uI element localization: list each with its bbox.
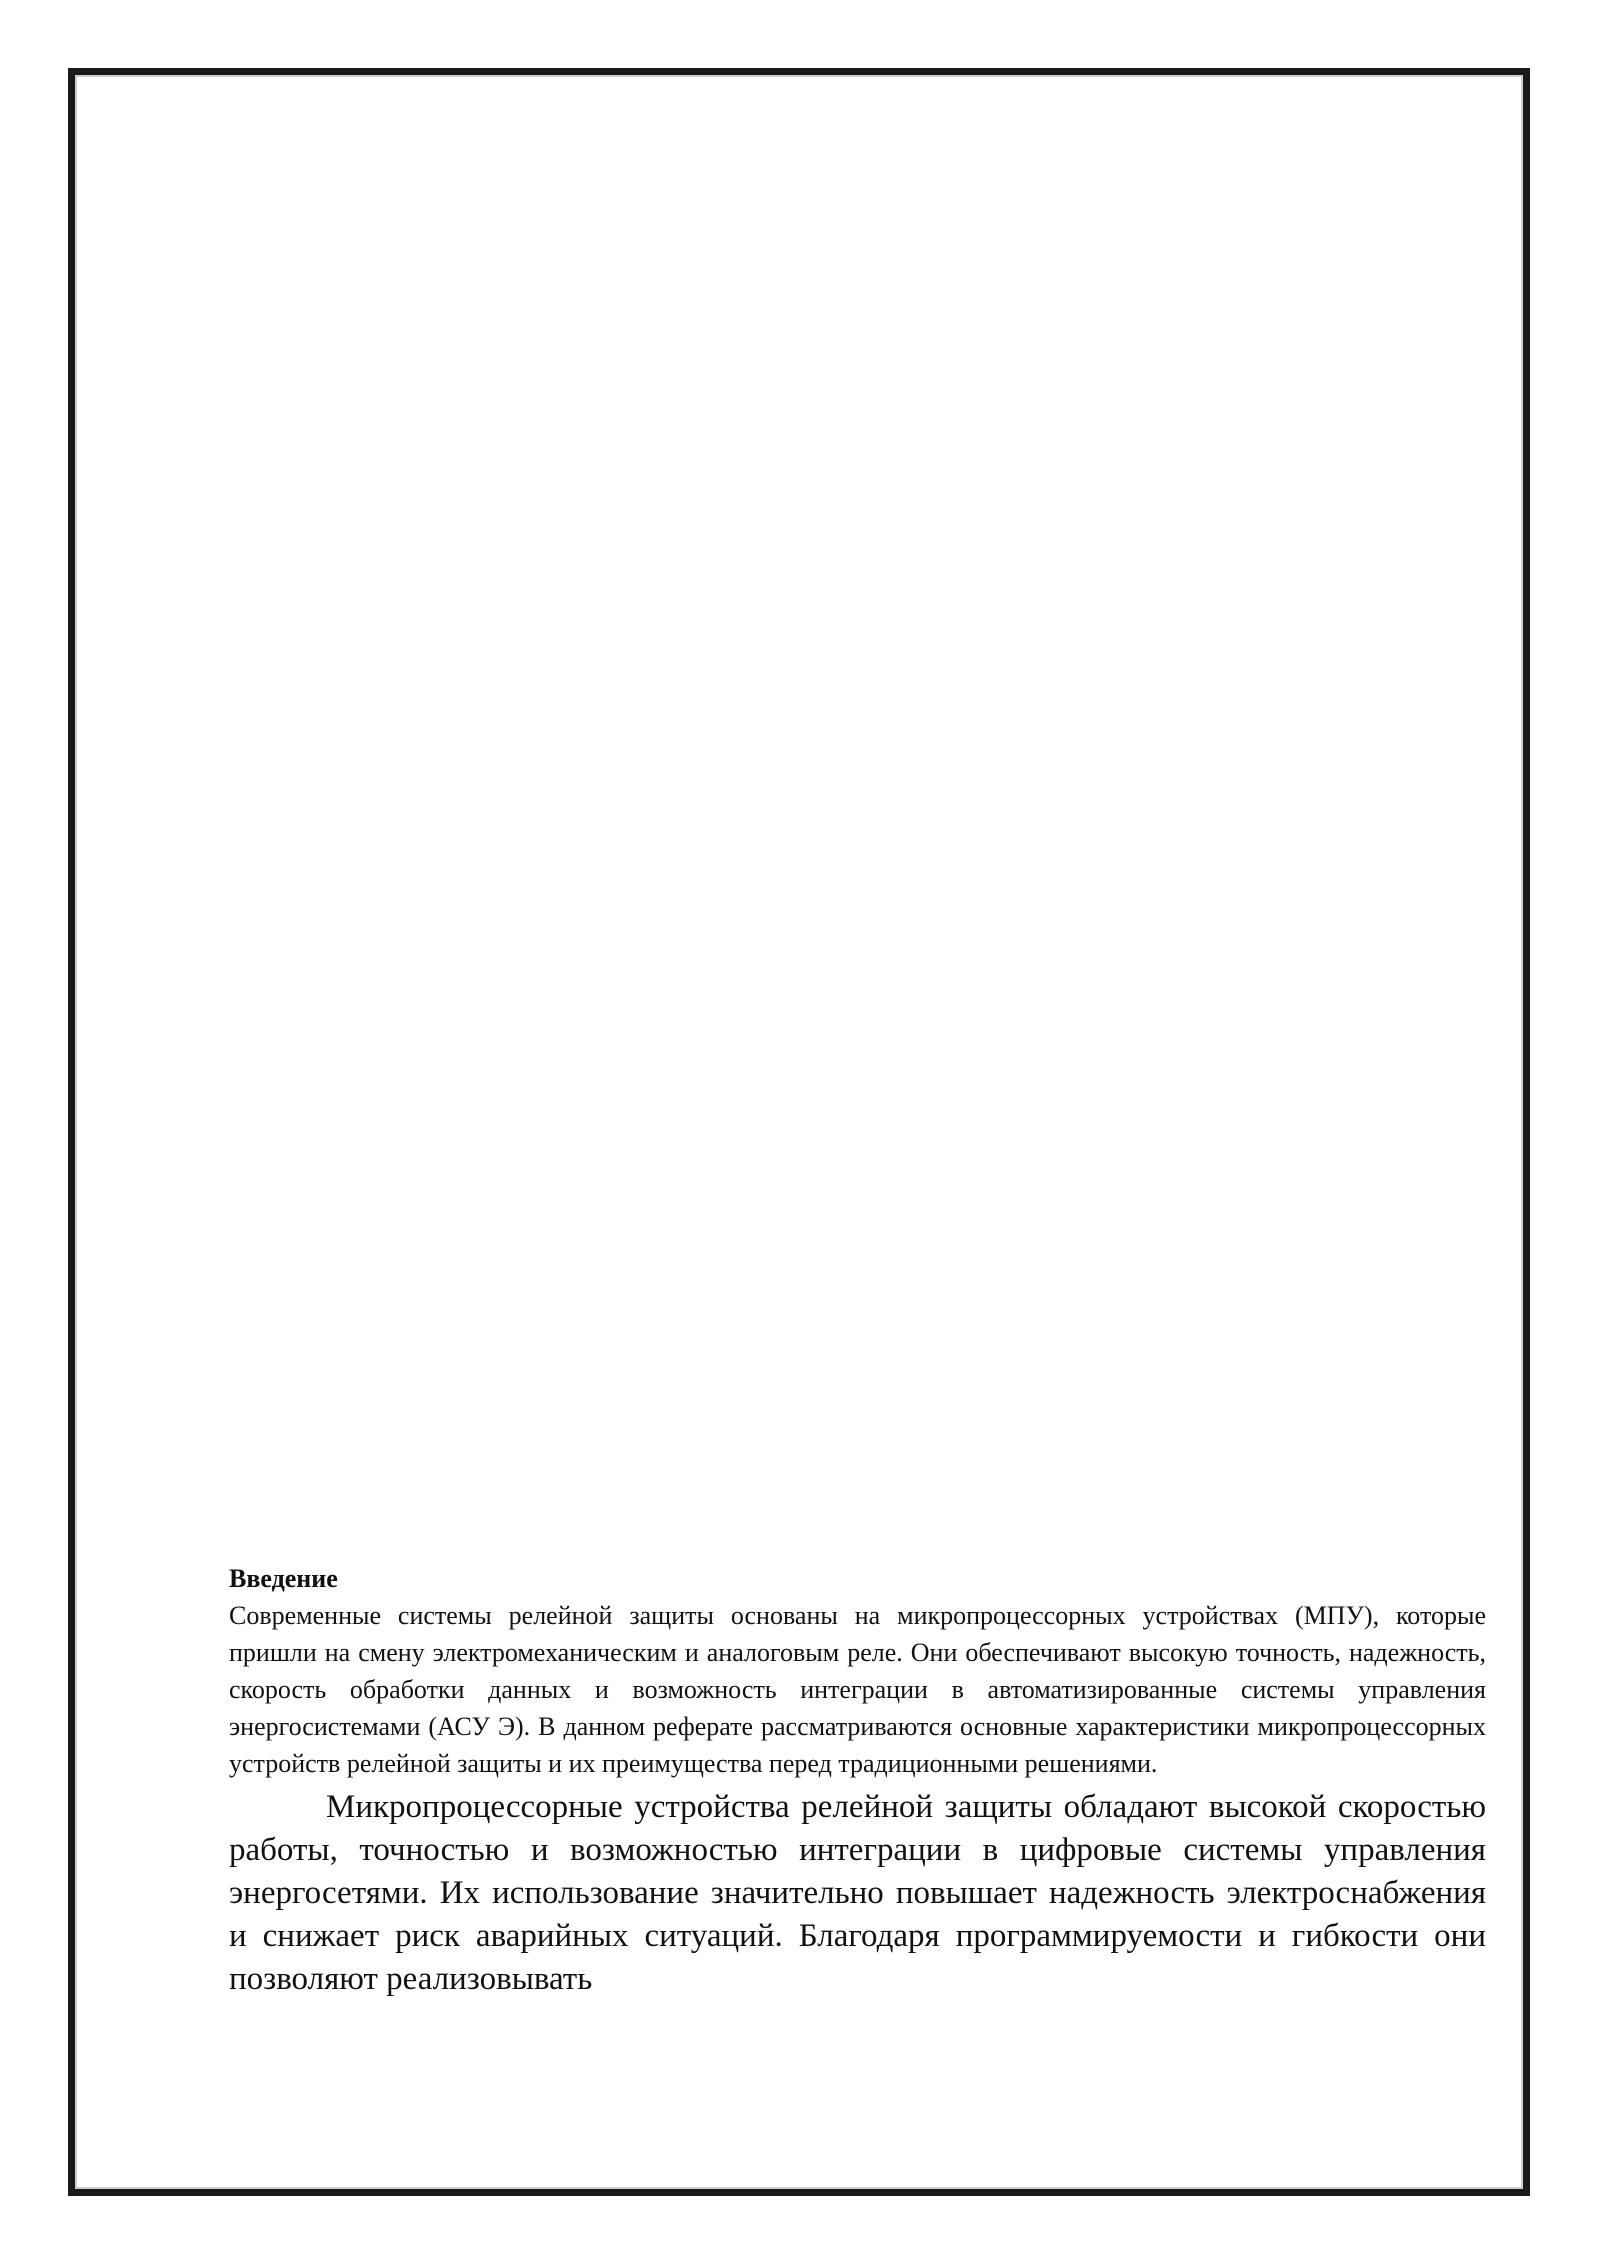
intro-paragraph: Современные системы релейной защиты основаны на микропроцессорных устройствах (МПУ), которые пришли на смену электромеханическим и аналоговым реле. Они обеспечивают высокую точность, надежность, скорость обработки данных и возможность интеграции в автоматизированные системы управления энергосистемами (АСУ Э). В данном реферате рассматриваются основные характеристики микропроцессорных устройств релейной защиты и их преимущества перед традиционными решениями. [229,1601,1486,1778]
section-heading: Введение [229,1564,338,1593]
document-content [229,1560,1486,2001]
body-paragraph: Микропроцессорные устройства релейной защиты обладают высокой скоростью работы, точностью и возможностью интеграции в цифровые системы управления энергосетями. Их использование значительно повышает надежность электроснабжения и снижает риск аварийных ситуаций. Благодаря программируемости и гибкости они позволяют реализовывать [229,1789,1486,1997]
